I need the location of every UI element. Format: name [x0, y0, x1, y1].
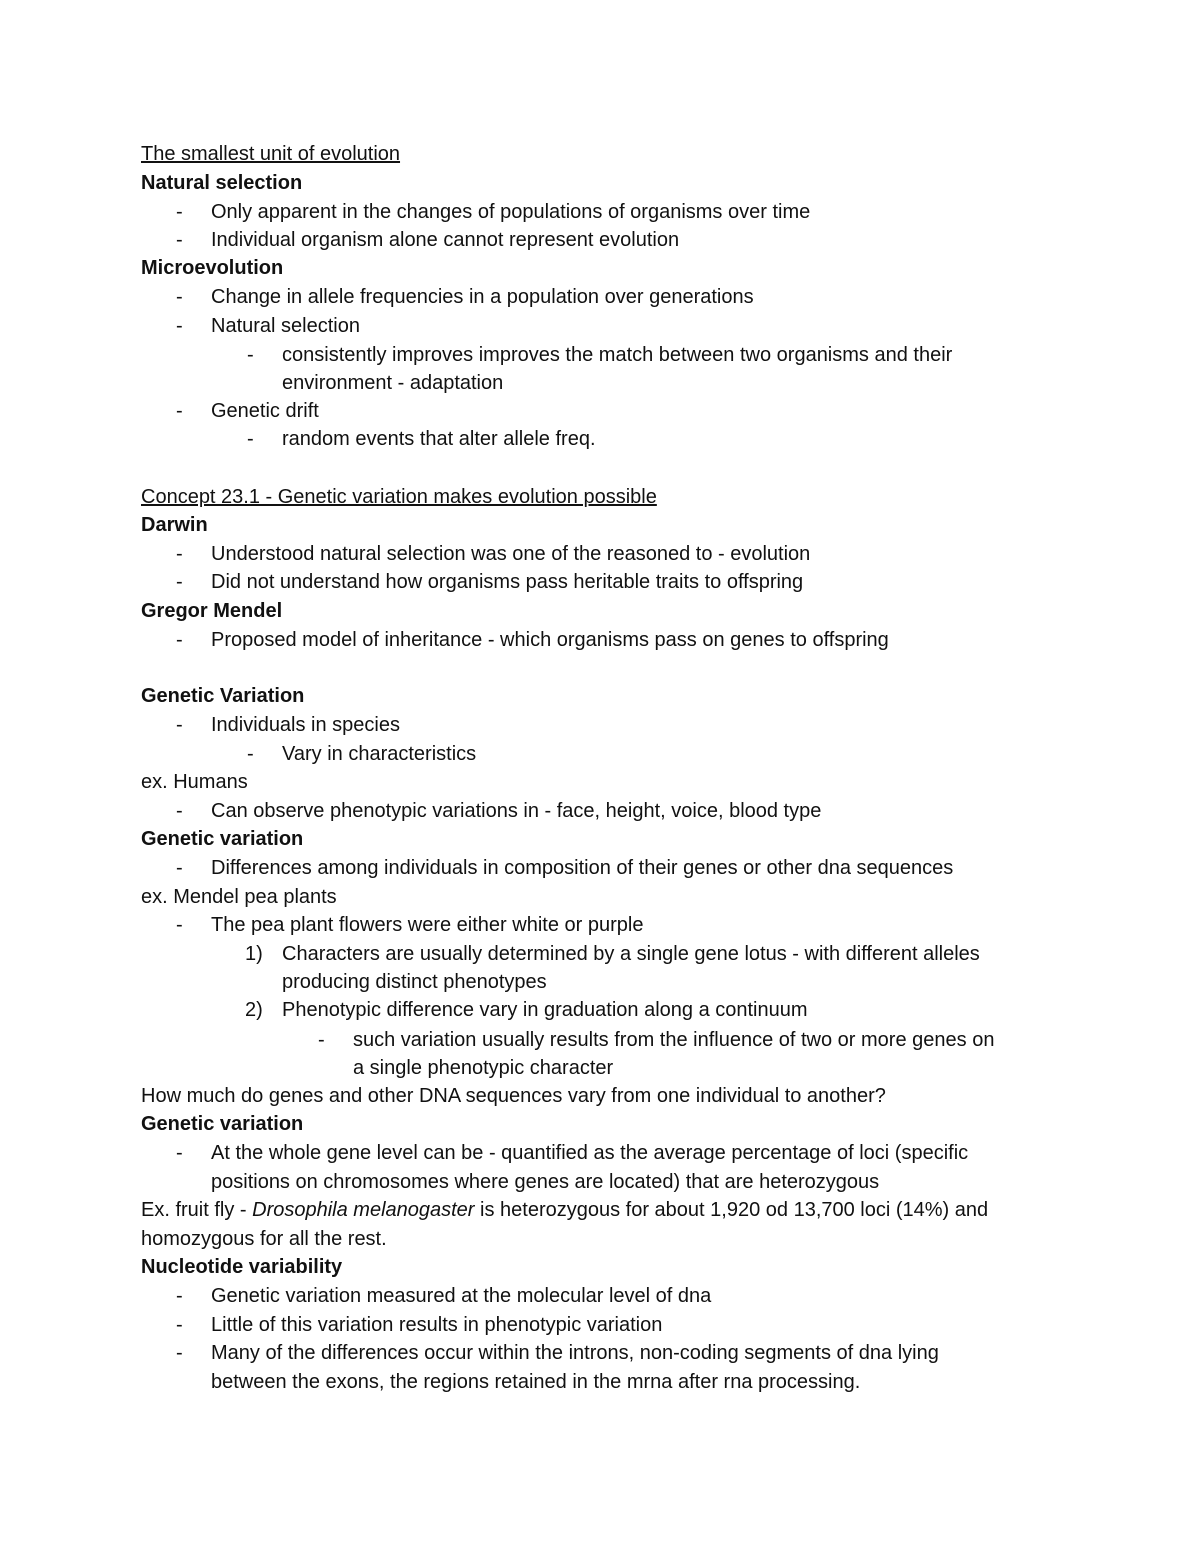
example-continuation: homozygous for all the rest.	[141, 1228, 387, 1250]
dash-marker: -	[176, 400, 183, 422]
list-item: Little of this variation results in phenotypic variation	[211, 1314, 663, 1336]
list-item: consistently improves improves the match between two organisms and their	[282, 344, 953, 366]
list-item-continuation: positions on chromosomes where genes are located) that are heterozygous	[211, 1171, 880, 1193]
example-line: ex. Mendel pea plants	[141, 886, 337, 908]
list-item: Proposed model of inheritance - which organisms pass on genes to offspring	[211, 629, 889, 651]
list-item: random events that alter allele freq.	[282, 428, 596, 450]
numbered-item: Phenotypic difference vary in graduation along a continuum	[282, 999, 808, 1021]
example-fruit-fly-suffix: is heterozygous for about 1,920 od 13,700 loci (14%) and	[474, 1199, 989, 1221]
list-item: Many of the differences occur within the introns, non-coding segments of dna lying	[211, 1342, 939, 1364]
list-item: Only apparent in the changes of populations of organisms over time	[211, 201, 811, 223]
section-nucleotide-variability: Nucleotide variability	[141, 1256, 343, 1278]
list-item-continuation: producing distinct phenotypes	[282, 971, 547, 993]
list-item: Individual organism alone cannot represent evolution	[211, 229, 680, 251]
list-item: Natural selection	[211, 315, 360, 337]
list-item: At the whole gene level can be - quantified as the average percentage of loci (specific	[211, 1142, 969, 1164]
example-fruit-fly-prefix: Ex. fruit fly -	[141, 1199, 253, 1221]
list-item: Individuals in species	[211, 714, 400, 736]
section-gregor-mendel: Gregor Mendel	[141, 600, 283, 622]
section-microevolution: Microevolution	[141, 257, 284, 279]
example-line: ex. Humans	[141, 771, 248, 793]
heading-smallest-unit: The smallest unit of evolution	[141, 143, 401, 165]
dash-marker: -	[247, 428, 254, 450]
question-line: How much do genes and other DNA sequences vary from one individual to another?	[141, 1085, 886, 1107]
numbered-item: Characters are usually determined by a single gene lotus - with different alleles	[282, 943, 980, 965]
dash-marker: -	[247, 344, 254, 366]
dash-marker: -	[176, 800, 183, 822]
dash-marker: -	[176, 315, 183, 337]
dash-marker: -	[176, 914, 183, 936]
example-fruit-fly	[141, 1198, 988, 1222]
dash-marker: -	[176, 1314, 183, 1336]
dash-marker: -	[176, 1342, 183, 1364]
list-item-continuation: environment - adaptation	[282, 372, 504, 394]
list-item: Understood natural selection was one of the reasoned to - evolution	[211, 543, 811, 565]
dash-marker: -	[176, 229, 183, 251]
list-item: Genetic variation measured at the molecular level of dna	[211, 1285, 712, 1307]
section-genetic-variation-3: Genetic variation	[141, 1113, 304, 1135]
dash-marker: -	[247, 743, 254, 765]
dash-marker: -	[176, 1285, 183, 1307]
section-natural-selection: Natural selection	[141, 172, 303, 194]
list-item: The pea plant flowers were either white or purple	[211, 914, 644, 936]
number-marker: 2)	[245, 999, 263, 1021]
number-marker: 1)	[245, 943, 263, 965]
list-item: Differences among individuals in composition of their genes or other dna sequences	[211, 857, 954, 879]
list-item: Genetic drift	[211, 400, 319, 422]
dash-marker: -	[176, 1142, 183, 1164]
list-item-continuation: a single phenotypic character	[353, 1057, 614, 1079]
dash-marker: -	[176, 857, 183, 879]
list-item-continuation: between the exons, the regions retained in the mrna after rna processing.	[211, 1371, 861, 1393]
section-darwin: Darwin	[141, 514, 208, 536]
heading-concept-23-1: Concept 23.1 - Genetic variation makes evolution possible	[141, 486, 657, 508]
dash-marker: -	[176, 286, 183, 308]
dash-marker: -	[176, 629, 183, 651]
section-genetic-variation-2: Genetic variation	[141, 828, 304, 850]
list-item: Can observe phenotypic variations in - face, height, voice, blood type	[211, 800, 822, 822]
dash-marker: -	[176, 201, 183, 223]
list-item: Vary in characteristics	[282, 743, 477, 765]
section-genetic-variation: Genetic Variation	[141, 685, 305, 707]
species-name: Drosophila melanogaster	[252, 1199, 475, 1221]
dash-marker: -	[176, 714, 183, 736]
dash-marker: -	[176, 543, 183, 565]
dash-marker: -	[176, 571, 183, 593]
list-item: Change in allele frequencies in a population over generations	[211, 286, 754, 308]
list-item: Did not understand how organisms pass heritable traits to offspring	[211, 571, 804, 593]
dash-marker: -	[318, 1029, 325, 1051]
list-item: such variation usually results from the influence of two or more genes on	[353, 1029, 995, 1051]
